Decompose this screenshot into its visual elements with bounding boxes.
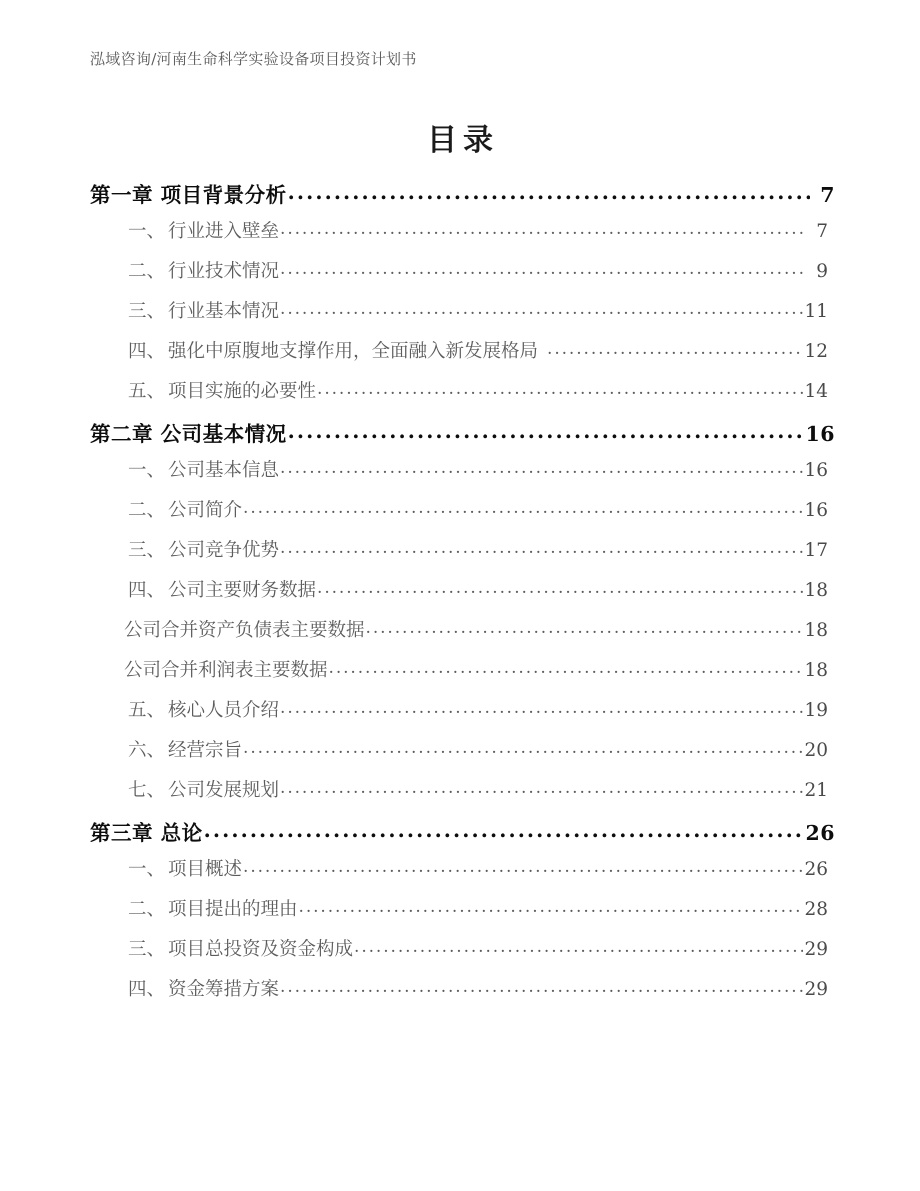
toc-page-number: 19 bbox=[804, 700, 828, 721]
toc-dot-leader bbox=[354, 937, 803, 956]
toc-entry[interactable] bbox=[0, 895, 920, 935]
toc-entry-label bbox=[128, 496, 242, 522]
toc-dot-leader bbox=[243, 498, 803, 517]
toc-page-number: 17 bbox=[804, 540, 828, 561]
running-header: 泓域咨询/河南生命科学实验设备项目投资计划书 bbox=[90, 50, 417, 68]
toc-entry[interactable] bbox=[0, 855, 920, 895]
toc-entry[interactable] bbox=[0, 456, 920, 496]
toc-page-number: 9 bbox=[816, 261, 828, 282]
toc-entry[interactable] bbox=[0, 217, 920, 257]
toc-entry-text: 公司简介 bbox=[168, 500, 243, 521]
toc-entry[interactable] bbox=[0, 576, 920, 616]
toc-entry-text: 公司合并利润表主要数据 bbox=[124, 660, 328, 681]
toc-dot-leader bbox=[288, 419, 805, 440]
toc-entry-number: 三、 bbox=[128, 939, 166, 960]
toc-entry-number: 四、 bbox=[128, 341, 166, 362]
toc-entry[interactable] bbox=[0, 776, 920, 816]
toc-entry[interactable] bbox=[0, 616, 920, 656]
toc-dot-leader bbox=[280, 977, 803, 996]
toc-entry-text: 行业基本情况 bbox=[168, 301, 280, 322]
toc-entry-number: 五、 bbox=[128, 700, 166, 721]
toc-dot-leader bbox=[204, 818, 805, 839]
toc-entry-label bbox=[128, 576, 316, 602]
toc-entry[interactable] bbox=[0, 178, 920, 217]
toc-entry-number: 四、 bbox=[128, 979, 166, 1000]
toc-entry-text: 项目总投资及资金构成 bbox=[168, 939, 354, 960]
toc-entry-label bbox=[128, 975, 279, 1001]
toc-dot-leader bbox=[280, 259, 805, 278]
toc-entry-label bbox=[128, 456, 279, 482]
toc-dot-leader bbox=[329, 658, 804, 677]
toc-entry-text: 行业进入壁垒 bbox=[168, 221, 280, 242]
toc-page-number: 16 bbox=[805, 422, 835, 446]
toc-page-number: 11 bbox=[804, 301, 828, 322]
toc-entry-number: 一、 bbox=[128, 460, 166, 481]
toc-entry-text: 经营宗旨 bbox=[168, 740, 243, 761]
toc-entry-label bbox=[128, 337, 538, 363]
toc-entry[interactable] bbox=[0, 337, 920, 377]
toc-page-number: 16 bbox=[804, 460, 828, 481]
toc-dot-leader bbox=[243, 738, 803, 757]
toc-dot-leader bbox=[280, 698, 803, 717]
toc-entry-label bbox=[128, 855, 242, 881]
toc-page-number: 26 bbox=[805, 821, 835, 845]
toc-dot-leader bbox=[280, 219, 805, 238]
toc-page-number: 21 bbox=[804, 780, 828, 801]
toc-page-number: 12 bbox=[804, 341, 828, 362]
toc-entry-text: 资金筹措方案 bbox=[168, 979, 280, 1000]
toc-entry-text: 核心人员介绍 bbox=[168, 700, 280, 721]
toc-page-number: 14 bbox=[804, 381, 828, 402]
toc-dot-leader bbox=[280, 778, 803, 797]
toc-entry-text: 公司竞争优势 bbox=[168, 540, 280, 561]
toc-entry-label bbox=[128, 377, 316, 403]
toc-entry[interactable] bbox=[0, 257, 920, 297]
toc-entry[interactable] bbox=[0, 816, 920, 855]
toc-dot-leader bbox=[299, 897, 804, 916]
toc-entry-text: 项目实施的必要性 bbox=[168, 381, 317, 402]
toc-entry-number: 七、 bbox=[128, 780, 166, 801]
toc-entry-label bbox=[128, 696, 279, 722]
toc-entry-text: 第一章 项目背景分析 bbox=[90, 183, 287, 207]
toc-entry-label bbox=[128, 776, 279, 802]
table-of-contents bbox=[0, 178, 920, 1015]
toc-entry-number: 四、 bbox=[128, 580, 166, 601]
toc-entry-text: 公司基本信息 bbox=[168, 460, 280, 481]
toc-entry-text: 公司发展规划 bbox=[168, 780, 280, 801]
toc-entry-label bbox=[128, 297, 279, 323]
toc-entry-label bbox=[128, 536, 279, 562]
toc-entry[interactable] bbox=[0, 696, 920, 736]
toc-page-number: 18 bbox=[804, 580, 828, 601]
toc-page-number: 20 bbox=[804, 740, 828, 761]
toc-dot-leader bbox=[317, 379, 803, 398]
toc-entry[interactable] bbox=[0, 656, 920, 696]
toc-entry[interactable] bbox=[0, 377, 920, 417]
toc-page-number: 7 bbox=[816, 221, 828, 242]
toc-entry-label bbox=[90, 178, 287, 208]
toc-dot-leader bbox=[243, 857, 803, 876]
toc-entry[interactable] bbox=[0, 536, 920, 576]
toc-entry-text: 行业技术情况 bbox=[168, 261, 280, 282]
toc-dot-leader bbox=[280, 458, 803, 477]
toc-entry-number: 二、 bbox=[128, 500, 166, 521]
toc-entry-number: 二、 bbox=[128, 899, 166, 920]
toc-page-number: 18 bbox=[804, 620, 828, 641]
toc-entry-label bbox=[128, 736, 242, 762]
toc-dot-leader bbox=[366, 618, 804, 637]
toc-entry-text: 公司主要财务数据 bbox=[168, 580, 317, 601]
toc-entry-label bbox=[128, 895, 298, 921]
toc-dot-leader bbox=[280, 538, 803, 557]
toc-page-number: 26 bbox=[804, 859, 828, 880]
toc-entry-text: 强化中原腹地支撑作用，全面融入新发展格局 bbox=[168, 341, 539, 362]
toc-dot-leader bbox=[280, 299, 803, 318]
toc-page-number: 18 bbox=[804, 660, 828, 681]
toc-entry[interactable] bbox=[0, 496, 920, 536]
toc-entry-number: 三、 bbox=[128, 301, 166, 322]
toc-entry-text: 项目概述 bbox=[168, 859, 243, 880]
toc-entry-label bbox=[124, 616, 365, 642]
toc-entry-text: 第三章 总论 bbox=[90, 821, 203, 845]
page-title: 目录 bbox=[427, 123, 499, 158]
toc-entry[interactable] bbox=[0, 417, 920, 456]
toc-page-number: 29 bbox=[804, 979, 828, 1000]
toc-entry-number: 一、 bbox=[128, 859, 166, 880]
toc-dot-leader bbox=[317, 578, 803, 597]
toc-entry-number: 三、 bbox=[128, 540, 166, 561]
toc-entry-label bbox=[128, 217, 279, 243]
toc-page-number: 28 bbox=[804, 899, 828, 920]
toc-entry[interactable] bbox=[0, 975, 920, 1015]
toc-dot-leader bbox=[547, 339, 803, 358]
toc-page-number: 7 bbox=[820, 183, 835, 207]
toc-entry-label bbox=[90, 816, 203, 846]
toc-page-number: 29 bbox=[804, 939, 828, 960]
toc-entry-text: 项目提出的理由 bbox=[168, 899, 298, 920]
toc-entry-label bbox=[128, 935, 353, 961]
toc-page-number: 16 bbox=[804, 500, 828, 521]
toc-entry[interactable] bbox=[0, 935, 920, 975]
toc-entry-number: 五、 bbox=[128, 381, 166, 402]
toc-entry-number: 六、 bbox=[128, 740, 166, 761]
toc-entry[interactable] bbox=[0, 297, 920, 337]
toc-entry[interactable] bbox=[0, 736, 920, 776]
toc-entry-label bbox=[128, 257, 279, 283]
toc-entry-number: 一、 bbox=[128, 221, 166, 242]
toc-entry-number: 二、 bbox=[128, 261, 166, 282]
toc-entry-label bbox=[90, 417, 287, 447]
toc-entry-text: 公司合并资产负债表主要数据 bbox=[124, 620, 365, 641]
toc-entry-text: 第二章 公司基本情况 bbox=[90, 422, 287, 446]
toc-dot-leader bbox=[288, 180, 810, 201]
toc-entry-label bbox=[124, 656, 328, 682]
